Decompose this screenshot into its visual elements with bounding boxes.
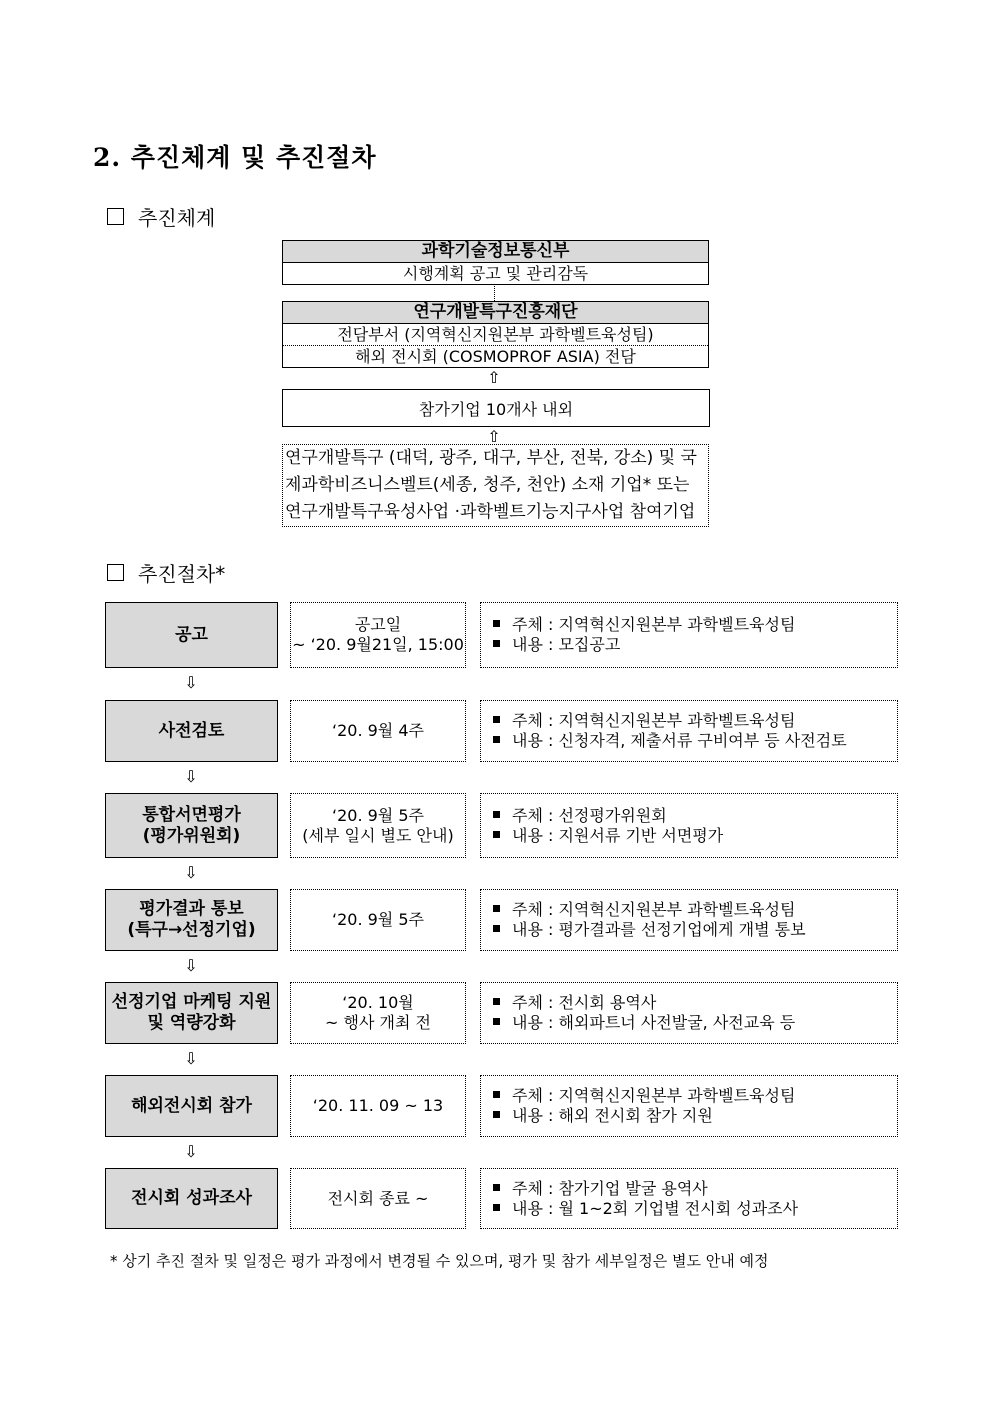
step-date <box>290 982 466 1044</box>
down-arrow-icon: ⇩ <box>184 1049 198 1068</box>
step-label <box>105 700 278 762</box>
ministry-role: 시행계획 공고 및 관리감독 <box>402 264 589 283</box>
step-description-item <box>493 1013 897 1033</box>
step-date <box>290 1168 466 1229</box>
step-label-text: 및 역량강화 <box>147 1013 236 1033</box>
step-label-text: 공고 <box>175 624 208 645</box>
step-description-item <box>493 615 897 635</box>
foundation-box <box>282 301 709 368</box>
checkbox-square-icon <box>107 208 124 225</box>
step-label-text: 평가결과 통보 <box>139 899 244 919</box>
step-description-text: 주체 : 지역혁신지원본부 과학벨트육성팀 <box>512 615 796 634</box>
step-date <box>290 1075 466 1137</box>
step-description <box>480 700 898 762</box>
step-description <box>480 793 898 858</box>
step-description-text: 주체 : 선정평가위원회 <box>512 805 667 825</box>
step-description-item <box>493 1106 897 1126</box>
eligibility-box <box>282 444 709 527</box>
up-arrow-icon: ⇧ <box>487 427 501 446</box>
step-date-text: 공고일 <box>354 615 402 634</box>
step-label <box>105 793 278 858</box>
step-date-text: ~ ‘20. 9월21일, 15:00 <box>292 635 464 654</box>
step-label-text: 통합서면평가 <box>142 804 241 825</box>
step-description <box>480 1075 898 1137</box>
step-description-item <box>493 635 897 655</box>
square-bullet-icon <box>493 1091 500 1098</box>
step-date <box>290 889 466 951</box>
foundation-name: 연구개발특구진흥재단 <box>283 302 708 324</box>
step-description-item <box>493 1179 897 1199</box>
square-bullet-icon <box>493 905 500 912</box>
square-bullet-icon <box>493 620 500 627</box>
step-label-text: (평가위원회) <box>142 825 241 846</box>
foundation-exhibition: 해외 전시회 (COSMOPROF ASIA) 전담 <box>283 345 708 367</box>
step-label-text: 선정기업 마케팅 지원 <box>111 992 272 1012</box>
step-description-text: 주체 : 전시회 용역사 <box>512 993 657 1012</box>
square-bullet-icon <box>493 716 500 723</box>
step-description-item <box>493 731 897 751</box>
step-label <box>105 889 278 951</box>
participants-text: 참가기업 10개사 내외 <box>418 399 574 419</box>
down-arrow-icon: ⇩ <box>184 956 198 975</box>
step-date-text: ‘20. 9월 4주 <box>332 721 424 740</box>
step-date <box>290 700 466 762</box>
participants-box <box>282 389 710 427</box>
step-description-item <box>493 900 897 920</box>
step-description-text: 내용 : 모집공고 <box>512 635 621 654</box>
step-description-item <box>493 826 897 846</box>
step-date <box>290 602 466 668</box>
eligibility-line: 연구개발특구육성사업 ·과학벨트기능지구사업 참여기업 <box>285 502 696 522</box>
step-description-text: 내용 : 지원서류 기반 서면평가 <box>512 825 724 845</box>
step-date <box>290 793 466 858</box>
step-description-text: 주체 : 지역혁신지원본부 과학벨트육성팀 <box>512 711 796 730</box>
step-description <box>480 982 898 1044</box>
procedure-heading <box>107 558 225 587</box>
step-description-text: 내용 : 평가결과를 선정기업에게 개별 통보 <box>512 920 806 939</box>
step-description-item <box>493 993 897 1013</box>
step-label-text: 전시회 성과조사 <box>131 1188 252 1208</box>
connector-line <box>494 286 495 301</box>
square-bullet-icon <box>493 1018 500 1025</box>
step-date-text: ‘20. 11. 09 ~ 13 <box>312 1096 444 1115</box>
square-bullet-icon <box>493 640 500 647</box>
step-description-text: 주체 : 지역혁신지원본부 과학벨트육성팀 <box>512 900 796 919</box>
step-date-text: ‘20. 10월 <box>342 993 414 1012</box>
eligibility-line: 제과학비즈니스벨트(세종, 청주, 천안) 소재 기업* 또는 <box>285 475 690 495</box>
step-label <box>105 1075 278 1137</box>
square-bullet-icon <box>493 811 500 818</box>
step-description <box>480 889 898 951</box>
structure-heading <box>107 202 215 231</box>
step-description-item <box>493 1199 897 1219</box>
step-label-text: 사전검토 <box>158 720 225 741</box>
step-description-item <box>493 920 897 940</box>
procedure-heading-text: 추진절차* <box>138 562 226 586</box>
step-description-text: 내용 : 해외파트너 사전발굴, 사전교육 등 <box>512 1013 796 1032</box>
step-description-item <box>493 711 897 731</box>
down-arrow-icon: ⇩ <box>184 767 198 786</box>
step-date-text: (세부 일시 별도 안내) <box>302 825 454 845</box>
square-bullet-icon <box>493 1111 500 1118</box>
step-label <box>105 982 278 1044</box>
ministry-box <box>282 240 709 285</box>
down-arrow-icon: ⇩ <box>184 1142 198 1161</box>
step-label-text: (특구→선정기업) <box>127 920 256 940</box>
footnote: * 상기 추진 절차 및 일정은 평가 과정에서 변경될 수 있으며, 평가 및 참가 세부일정은 별도 안내 예정 <box>110 1252 769 1270</box>
step-description-text: 내용 : 월 1~2회 기업별 전시회 성과조사 <box>512 1198 799 1218</box>
step-description <box>480 1168 898 1229</box>
foundation-dept: 전담부서 (지역혁신지원본부 과학벨트육성팀) <box>337 325 654 344</box>
step-date-text: ‘20. 9월 5주 <box>332 910 424 929</box>
page-title: 2. 추진체계 및 추진절차 <box>93 143 377 172</box>
down-arrow-icon: ⇩ <box>184 863 198 882</box>
square-bullet-icon <box>493 736 500 743</box>
up-arrow-icon: ⇧ <box>487 368 501 387</box>
checkbox-square-icon <box>107 564 124 581</box>
step-description-text: 내용 : 해외 전시회 참가 지원 <box>512 1106 713 1125</box>
square-bullet-icon <box>493 1184 500 1191</box>
structure-heading-text: 추진체계 <box>138 206 216 230</box>
square-bullet-icon <box>493 925 500 932</box>
step-description-text: 주체 : 지역혁신지원본부 과학벨트육성팀 <box>512 1086 796 1105</box>
ministry-name: 과학기술정보통신부 <box>283 241 708 263</box>
down-arrow-icon: ⇩ <box>184 673 198 692</box>
step-description <box>480 602 898 668</box>
square-bullet-icon <box>493 831 500 838</box>
step-date-text: ‘20. 9월 5주 <box>332 805 424 825</box>
step-label <box>105 1168 278 1229</box>
step-date-text: 전시회 종료 ~ <box>327 1188 429 1208</box>
step-label-text: 해외전시회 참가 <box>131 1095 252 1116</box>
step-description-text: 주체 : 참가기업 발굴 용역사 <box>512 1178 708 1198</box>
step-description-item <box>493 806 897 826</box>
step-description-text: 내용 : 신청자격, 제출서류 구비여부 등 사전검토 <box>512 731 847 750</box>
square-bullet-icon <box>493 1204 500 1211</box>
step-description-item <box>493 1086 897 1106</box>
square-bullet-icon <box>493 998 500 1005</box>
step-label <box>105 602 278 668</box>
eligibility-line: 연구개발특구 (대덕, 광주, 대구, 부산, 전북, 강소) 및 국 <box>285 448 697 468</box>
step-date-text: ~ 행사 개최 전 <box>325 1013 431 1032</box>
